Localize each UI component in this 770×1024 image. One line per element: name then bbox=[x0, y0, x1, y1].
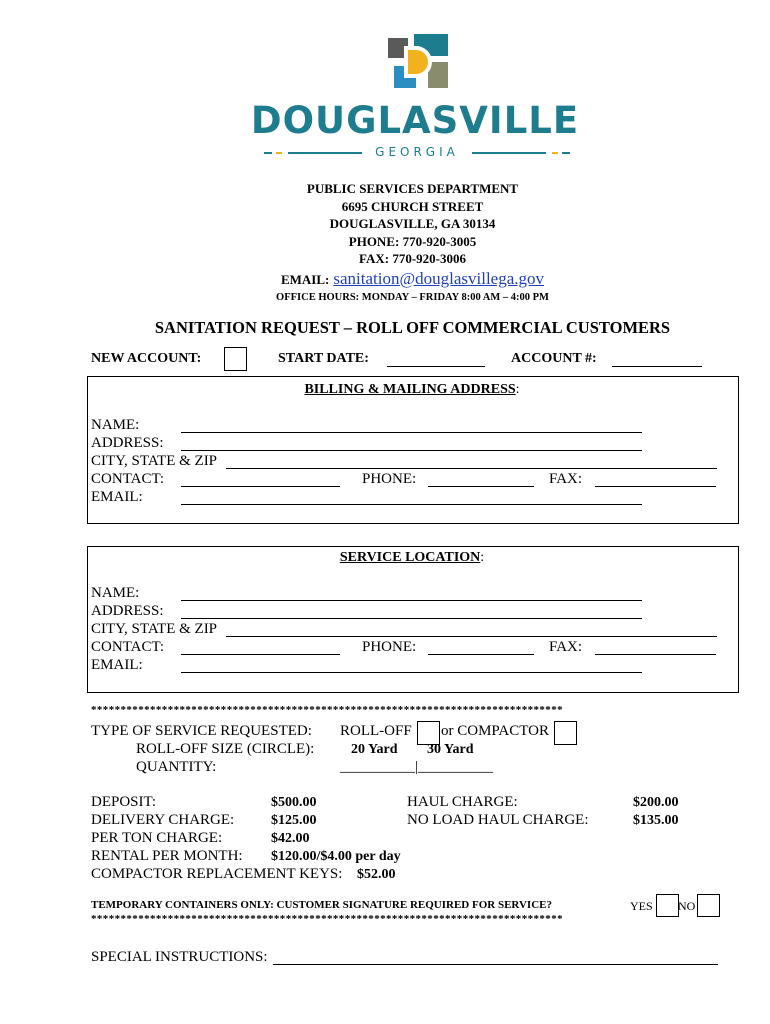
logo-state-row bbox=[262, 145, 572, 161]
email-link[interactable]: sanitation@douglasvillega.gov bbox=[333, 269, 545, 288]
quantity-field[interactable]: __________|__________ bbox=[340, 759, 494, 775]
fax-number: FAX: 770-920-3006 bbox=[359, 251, 466, 266]
haul-charge-label: HAUL CHARGE: bbox=[407, 794, 518, 810]
billing-heading: BILLING & MAILING ADDRESS bbox=[304, 382, 516, 397]
billing-name-label: NAME: bbox=[91, 417, 140, 433]
billing-email-label: EMAIL: bbox=[91, 489, 143, 505]
service-phone-field[interactable] bbox=[428, 654, 534, 655]
billing-contact-field[interactable] bbox=[181, 486, 340, 487]
logo-state-name: GEORGIA bbox=[375, 145, 459, 159]
account-number-label: ACCOUNT #: bbox=[511, 351, 597, 366]
city-logo bbox=[386, 32, 452, 92]
per-ton-charge-amount: $42.00 bbox=[271, 831, 310, 846]
delivery-charge-label: DELIVERY CHARGE: bbox=[91, 812, 235, 828]
compactor-option-label: or COMPACTOR bbox=[441, 723, 549, 739]
temporary-signature-text: TEMPORARY CONTAINERS ONLY: CUSTOMER SIGNATURE REQUIRED FOR SERVICE? bbox=[91, 899, 552, 911]
street-address: 6695 CHURCH STREET bbox=[341, 198, 484, 214]
start-date-field[interactable] bbox=[387, 366, 485, 367]
new-account-label: NEW ACCOUNT: bbox=[91, 351, 202, 366]
special-instructions-label: SPECIAL INSTRUCTIONS: bbox=[91, 949, 268, 965]
city-address: DOUGLASVILLE, GA 30134 bbox=[329, 216, 496, 231]
no-load-haul-amount: $135.00 bbox=[633, 813, 679, 828]
service-email-field[interactable] bbox=[181, 672, 642, 673]
start-date-label: START DATE: bbox=[278, 351, 369, 366]
account-number-field[interactable] bbox=[612, 366, 702, 367]
service-email-label: EMAIL: bbox=[91, 657, 143, 673]
billing-fax-label: FAX: bbox=[549, 471, 583, 487]
service-location-box bbox=[87, 546, 739, 693]
billing-heading-colon: : bbox=[515, 382, 520, 397]
deposit-amount: $500.00 bbox=[271, 795, 317, 810]
delivery-charge-amount: $125.00 bbox=[271, 813, 317, 828]
department-name: PUBLIC SERVICES DEPARTMENT bbox=[306, 181, 519, 196]
billing-address-label: ADDRESS: bbox=[91, 435, 164, 451]
service-type-label: TYPE OF SERVICE REQUESTED: bbox=[91, 723, 312, 739]
billing-contact-label: CONTACT: bbox=[91, 471, 165, 487]
service-address-field[interactable] bbox=[181, 618, 642, 619]
service-contact-field[interactable] bbox=[181, 654, 340, 655]
per-ton-charge-label: PER TON CHARGE: bbox=[91, 830, 223, 846]
billing-name-field[interactable] bbox=[181, 432, 642, 433]
service-heading-colon: : bbox=[480, 550, 485, 565]
service-address-label: ADDRESS: bbox=[91, 603, 164, 619]
asterisk-divider-top: ******************************************************************************** bbox=[91, 704, 563, 716]
no-load-haul-label: NO LOAD HAUL CHARGE: bbox=[407, 812, 589, 828]
billing-heading-row bbox=[87, 382, 737, 398]
no-label: NO bbox=[678, 899, 696, 913]
yes-label: YES bbox=[630, 899, 653, 913]
billing-fax-field[interactable] bbox=[595, 486, 716, 487]
email-row bbox=[135, 268, 690, 291]
rolloff-size-label: ROLL-OFF SIZE (CIRCLE): bbox=[136, 741, 315, 757]
service-name-label: NAME: bbox=[91, 585, 140, 601]
billing-phone-field[interactable] bbox=[428, 486, 534, 487]
service-fax-label: FAX: bbox=[549, 639, 583, 655]
billing-address-field[interactable] bbox=[181, 450, 642, 451]
billing-phone-label: PHONE: bbox=[362, 471, 417, 487]
service-csz-label: CITY, STATE & ZIP bbox=[91, 621, 218, 637]
phone-number: PHONE: 770-920-3005 bbox=[348, 233, 477, 249]
billing-email-field[interactable] bbox=[181, 504, 642, 505]
haul-charge-amount: $200.00 bbox=[633, 795, 679, 810]
logo-mark-icon bbox=[386, 32, 452, 92]
email-label: EMAIL: bbox=[280, 272, 330, 287]
billing-csz-field[interactable] bbox=[226, 468, 717, 469]
asterisk-divider-bottom: ******************************************************************************** bbox=[91, 913, 563, 925]
rolloff-option-label: ROLL-OFF bbox=[340, 723, 412, 739]
new-account-checkbox[interactable] bbox=[224, 347, 247, 371]
rental-per-month-label: RENTAL PER MONTH: bbox=[91, 848, 243, 864]
size-30-yard[interactable]: 30 Yard bbox=[427, 742, 474, 757]
billing-csz-label: CITY, STATE & ZIP bbox=[91, 453, 218, 469]
logo-city-name: DOUGLASVILLE bbox=[250, 99, 580, 142]
service-fax-field[interactable] bbox=[595, 654, 716, 655]
service-phone-label: PHONE: bbox=[362, 639, 417, 655]
special-instructions-field[interactable] bbox=[273, 964, 718, 965]
compactor-keys-label: COMPACTOR REPLACEMENT KEYS: bbox=[91, 866, 343, 882]
size-20-yard[interactable]: 20 Yard bbox=[351, 742, 398, 757]
service-heading-row bbox=[87, 550, 737, 566]
service-name-field[interactable] bbox=[181, 600, 642, 601]
compactor-keys-amount: $52.00 bbox=[357, 867, 396, 882]
header-block bbox=[135, 180, 690, 268]
service-heading: SERVICE LOCATION bbox=[339, 550, 481, 565]
service-contact-label: CONTACT: bbox=[91, 639, 165, 655]
compactor-checkbox[interactable] bbox=[554, 721, 577, 745]
service-csz-field[interactable] bbox=[226, 636, 717, 637]
rental-per-month-amount: $120.00/$4.00 per day bbox=[271, 849, 401, 864]
form-title: SANITATION REQUEST – ROLL OFF COMMERCIAL CUSTOMERS bbox=[154, 318, 671, 337]
quantity-label: QUANTITY: bbox=[136, 759, 217, 775]
deposit-label: DEPOSIT: bbox=[91, 794, 157, 810]
office-hours: OFFICE HOURS: MONDAY – FRIDAY 8:00 AM – 4:00 PM bbox=[276, 292, 549, 303]
